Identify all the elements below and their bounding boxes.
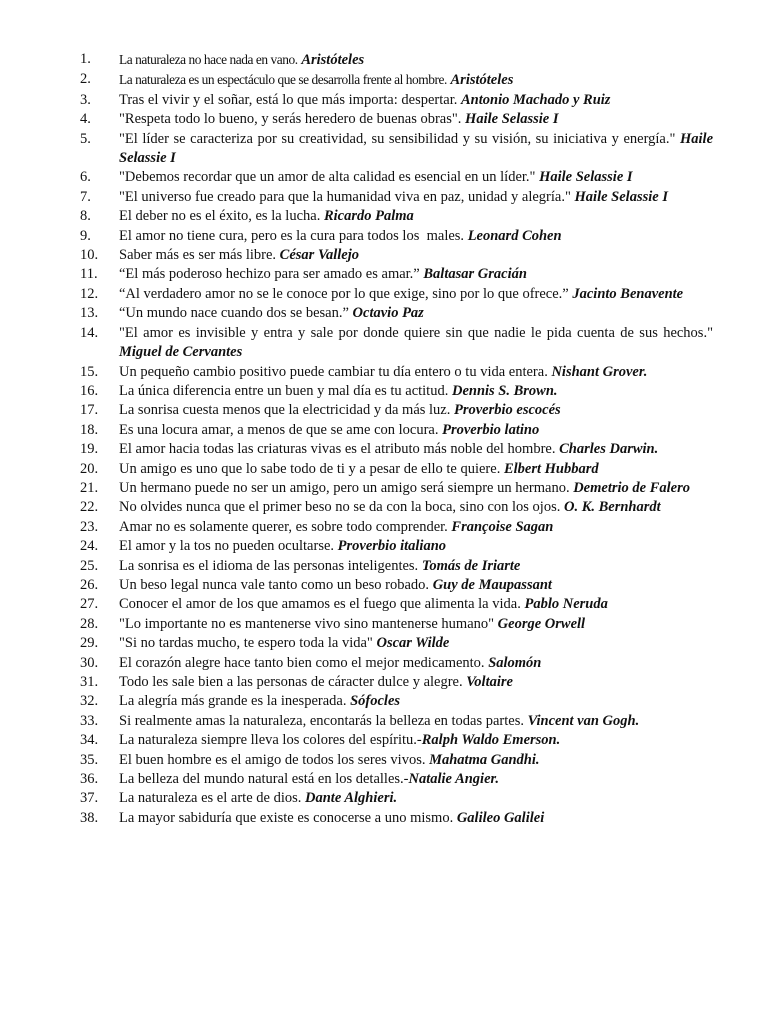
quote-item: [0, 731, 768, 750]
quote-text: La sonrisa es el idioma de las personas inteligentes.: [119, 557, 419, 574]
quote-author: Sófocles: [350, 693, 401, 710]
quote-author: Leonard Cohen: [467, 227, 562, 244]
quote-author: Elbert Hubbard: [503, 460, 599, 477]
quote-author: Aristóteles: [450, 72, 514, 89]
quote-number: 5.: [80, 130, 91, 147]
quote-number: 4.: [80, 111, 91, 128]
quote-text: “Un mundo nace cuando dos se besan.”: [119, 305, 349, 322]
quote-number: 37.: [80, 790, 99, 807]
quote-body: [119, 673, 713, 692]
quote-number: 22.: [80, 499, 99, 516]
quote-number: 19.: [80, 441, 99, 458]
quote-number: 16.: [80, 382, 99, 399]
quote-author: Nishant Grover.: [551, 363, 648, 380]
quote-body: [119, 576, 713, 595]
quote-author: Proverbio latino: [442, 421, 540, 438]
quote-author: Jacinto Benavente: [572, 285, 684, 302]
quote-number: 23.: [80, 518, 99, 535]
quote-body: [119, 498, 713, 517]
quote-item: [0, 479, 768, 498]
quote-author: Voltaire: [466, 674, 513, 690]
quote-body: [119, 751, 713, 770]
quote-text: La alegría más grande es la inesperada.: [119, 693, 347, 710]
quote-item: [0, 304, 768, 323]
quote-author: Oscar Wilde: [376, 635, 450, 652]
quote-item: [0, 227, 768, 246]
quote-text: Amar no es solamente querer, es sobre todo comprender.: [119, 518, 448, 535]
quote-text: "Si no tardas mucho, te espero toda la vida": [119, 635, 373, 652]
quote-text: El deber no es el éxito, es la lucha.: [119, 208, 321, 225]
quote-number: 10.: [80, 247, 99, 264]
quote-author: Haile Selassie I: [574, 188, 668, 205]
quote-author: George Orwell: [497, 615, 586, 632]
quote-body: [119, 91, 713, 110]
quote-body: [119, 460, 713, 479]
quote-text: El amor no tiene cura, pero es la cura para todos los males.: [119, 227, 465, 244]
quote-item: [0, 110, 768, 129]
quote-item: [0, 401, 768, 420]
quote-body: [119, 168, 713, 187]
quote-body: [119, 595, 713, 614]
quote-item: [0, 770, 768, 789]
quote-number: 35.: [80, 751, 99, 768]
quote-body: [119, 130, 713, 169]
quote-text: La naturaleza no hace nada en vano.: [119, 52, 298, 67]
quote-item: [0, 382, 768, 401]
quote-author: Baltasar Gracián: [423, 266, 527, 283]
quote-item: [0, 50, 768, 70]
quote-number: 33.: [80, 712, 99, 729]
quote-item: [0, 363, 768, 382]
quote-item: [0, 265, 768, 284]
quote-text: La naturaleza siempre lleva los colores del espíritu.-: [119, 732, 422, 749]
quote-item: [0, 498, 768, 517]
quote-author: Demetrio de Falero: [573, 479, 690, 496]
quote-text: La única diferencia entre un buen y mal día es tu actitud.: [119, 382, 449, 399]
quote-author: Galileo Galilei: [456, 809, 545, 826]
quote-item: [0, 460, 768, 479]
quote-text: "El universo fue creado para que la humanidad viva en paz, unidad y alegría.": [119, 188, 571, 205]
quote-item: [0, 130, 768, 169]
quote-item: [0, 518, 768, 537]
quote-body: [119, 479, 713, 498]
quote-body: [119, 809, 713, 828]
quote-author: Pablo Neruda: [524, 596, 608, 613]
quote-author: Tomás de Iriarte: [421, 557, 521, 574]
quote-author: Aristóteles: [301, 52, 365, 68]
quote-number: 27.: [80, 596, 99, 613]
quote-item: [0, 557, 768, 576]
quote-author: Dante Alghieri.: [305, 790, 398, 807]
quote-body: [119, 70, 713, 90]
quote-author: Dennis S. Brown.: [451, 382, 558, 399]
quote-body: [119, 188, 713, 207]
quote-item: [0, 673, 768, 692]
quote-text: Conocer el amor de los que amamos es el fuego que alimenta la vida.: [119, 596, 521, 613]
quote-text: El corazón alegre hace tanto bien como el mejor medicamento.: [119, 654, 485, 671]
quote-text: "Lo importante no es mantenerse vivo sino mantenerse humano": [119, 615, 495, 632]
quote-text: Un hermano puede no ser un amigo, pero un amigo será siempre un hermano.: [119, 479, 570, 496]
quote-number: 36.: [80, 771, 99, 788]
quote-body: [119, 207, 713, 226]
quote-item: [0, 168, 768, 187]
quote-number: 18.: [80, 421, 99, 438]
quote-number: 2.: [80, 71, 91, 88]
quote-item: [0, 207, 768, 226]
quote-item: [0, 809, 768, 828]
quote-number: 6.: [80, 169, 91, 186]
quote-item: [0, 91, 768, 110]
quote-number: 14.: [80, 324, 99, 341]
quote-body: [119, 324, 713, 363]
quote-author: Natalie Angier.: [408, 771, 499, 788]
quote-author: Mahatma Gandhi.: [429, 751, 540, 768]
quote-item: [0, 188, 768, 207]
quote-number: 9.: [80, 227, 91, 244]
quote-number: 1.: [80, 51, 91, 67]
quote-author: Vincent van Gogh.: [527, 712, 640, 729]
quote-body: [119, 615, 713, 634]
quote-number: 38.: [80, 809, 99, 826]
quote-body: [119, 712, 713, 731]
quote-number: 24.: [80, 538, 99, 555]
quote-author: Haile Selassie I: [119, 130, 714, 167]
quote-text: El buen hombre es el amigo de todos los seres vivos.: [119, 751, 426, 768]
quote-number: 21.: [80, 479, 99, 496]
quote-text: "El amor es invisible y entra y sale por donde quiere sin que nadie le pida cuenta de sus hechos.": [119, 324, 713, 341]
quote-author: César Vallejo: [279, 247, 360, 264]
quote-author: Ralph Waldo Emerson.: [421, 732, 561, 749]
quote-author: Haile Selassie I: [465, 111, 559, 128]
quote-text: Si realmente amas la naturaleza, encontarás la belleza en todas partes.: [119, 712, 524, 729]
quote-author: Ricardo Palma: [323, 208, 414, 225]
quote-item: [0, 537, 768, 556]
quote-item: [0, 421, 768, 440]
quote-body: [119, 285, 713, 304]
quote-item: [0, 692, 768, 711]
quote-author: Proverbio italiano: [337, 538, 447, 555]
quote-item: [0, 285, 768, 304]
quote-author: Salomón: [488, 654, 542, 671]
quote-item: [0, 440, 768, 459]
quote-item: [0, 576, 768, 595]
quote-body: [119, 246, 713, 265]
quote-body: [119, 304, 713, 323]
quote-number: 26.: [80, 576, 99, 593]
quote-text: "Debemos recordar que un amor de alta calidad es esencial en un líder.": [119, 169, 536, 186]
quote-text: “El más poderoso hechizo para ser amado es amar.”: [119, 266, 420, 283]
quote-text: Es una locura amar, a menos de que se ame con locura.: [119, 421, 439, 438]
quote-body: [119, 421, 713, 440]
quote-author: Haile Selassie I: [539, 169, 633, 186]
quote-number: 13.: [80, 305, 99, 322]
quote-text: La naturaleza es el arte de dios.: [119, 790, 302, 807]
quote-text: “Al verdadero amor no se le conoce por lo que exige, sino por lo que ofrece.”: [119, 285, 569, 302]
quote-number: 32.: [80, 693, 99, 710]
quote-author: Octavio Paz: [352, 305, 424, 322]
quote-body: [119, 537, 713, 556]
quote-body: [119, 731, 713, 750]
quote-item: [0, 324, 768, 363]
quote-author: Proverbio escocés: [454, 402, 561, 419]
quote-number: 31.: [80, 674, 99, 690]
quote-number: 25.: [80, 557, 99, 574]
quote-text: Un pequeño cambio positivo puede cambiar tu día entero o tu vida entera.: [119, 363, 548, 380]
quote-author: Antonio Machado y Ruiz: [460, 91, 611, 108]
quote-author: O. K. Bernhardt: [563, 499, 661, 516]
quote-text: La naturaleza es un espectáculo que se desarrolla frente al hombre.: [119, 72, 447, 88]
quote-body: [119, 382, 713, 401]
quote-number: 7.: [80, 188, 91, 205]
quote-body: [119, 363, 713, 382]
quote-body: [119, 401, 713, 420]
quote-text: Tras el vivir y el soñar, está lo que más importa: despertar.: [119, 91, 458, 108]
quote-body: [119, 265, 713, 284]
quote-item: [0, 246, 768, 265]
quote-text: "El líder se caracteriza por su creatividad, su sensibilidad y su visión, su iniciativa y energía.": [119, 130, 676, 147]
document-page: [0, 50, 768, 828]
quote-text: Todo les sale bien a las personas de cáracter dulce y alegre.: [119, 674, 463, 690]
quote-body: [119, 110, 713, 129]
quote-number: 3.: [80, 91, 91, 108]
quote-text: El amor hacia todas las criaturas vivas es el atributo más noble del hombre.: [119, 441, 556, 458]
quote-body: [119, 518, 713, 537]
quote-text: Saber más es ser más libre.: [119, 247, 277, 264]
quote-body: [119, 789, 713, 808]
quote-number: 30.: [80, 654, 99, 671]
quote-number: 20.: [80, 460, 99, 477]
quote-number: 11.: [80, 266, 98, 283]
quote-text: Un beso legal nunca vale tanto como un beso robado.: [119, 576, 430, 593]
quote-number: 34.: [80, 732, 99, 749]
quote-author: Françoise Sagan: [451, 518, 554, 535]
quote-text: La sonrisa cuesta menos que la electricidad y da más luz.: [119, 402, 451, 419]
quote-text: El amor y la tos no pueden ocultarse.: [119, 538, 335, 555]
quote-body: [119, 634, 713, 653]
quote-number: 28.: [80, 615, 99, 632]
quote-body: [119, 440, 713, 459]
quote-body: [119, 654, 713, 673]
quote-body: [119, 227, 713, 246]
quote-body: [119, 557, 713, 576]
quote-number: 12.: [80, 285, 99, 302]
quote-item: [0, 712, 768, 731]
quote-item: [0, 615, 768, 634]
quote-text: Un amigo es uno que lo sabe todo de ti y a pesar de ello te quiere.: [119, 460, 501, 477]
quote-body: [119, 692, 713, 711]
quote-item: [0, 789, 768, 808]
quote-item: [0, 751, 768, 770]
quote-number: 8.: [80, 208, 91, 225]
quote-item: [0, 634, 768, 653]
quote-number: 15.: [80, 363, 99, 380]
quote-text: La belleza del mundo natural está en los detalles.-: [119, 771, 409, 788]
quote-text: No olvides nunca que el primer beso no se da con la boca, sino con los ojos.: [119, 499, 561, 516]
quote-author: Guy de Maupassant: [432, 576, 552, 593]
quote-author: Charles Darwin.: [559, 441, 659, 458]
quote-item: [0, 70, 768, 90]
quote-number: 17.: [80, 402, 99, 419]
quote-item: [0, 595, 768, 614]
quote-author: Miguel de Cervantes: [119, 344, 243, 361]
quote-number: 29.: [80, 635, 99, 652]
quote-text: La mayor sabiduría que existe es conocerse a uno mismo.: [119, 809, 454, 826]
quote-text: "Respeta todo lo bueno, y serás heredero de buenas obras".: [119, 111, 462, 128]
quote-body: [119, 770, 713, 789]
quote-list: [0, 50, 768, 828]
quote-item: [0, 654, 768, 673]
quote-body: [119, 50, 713, 70]
